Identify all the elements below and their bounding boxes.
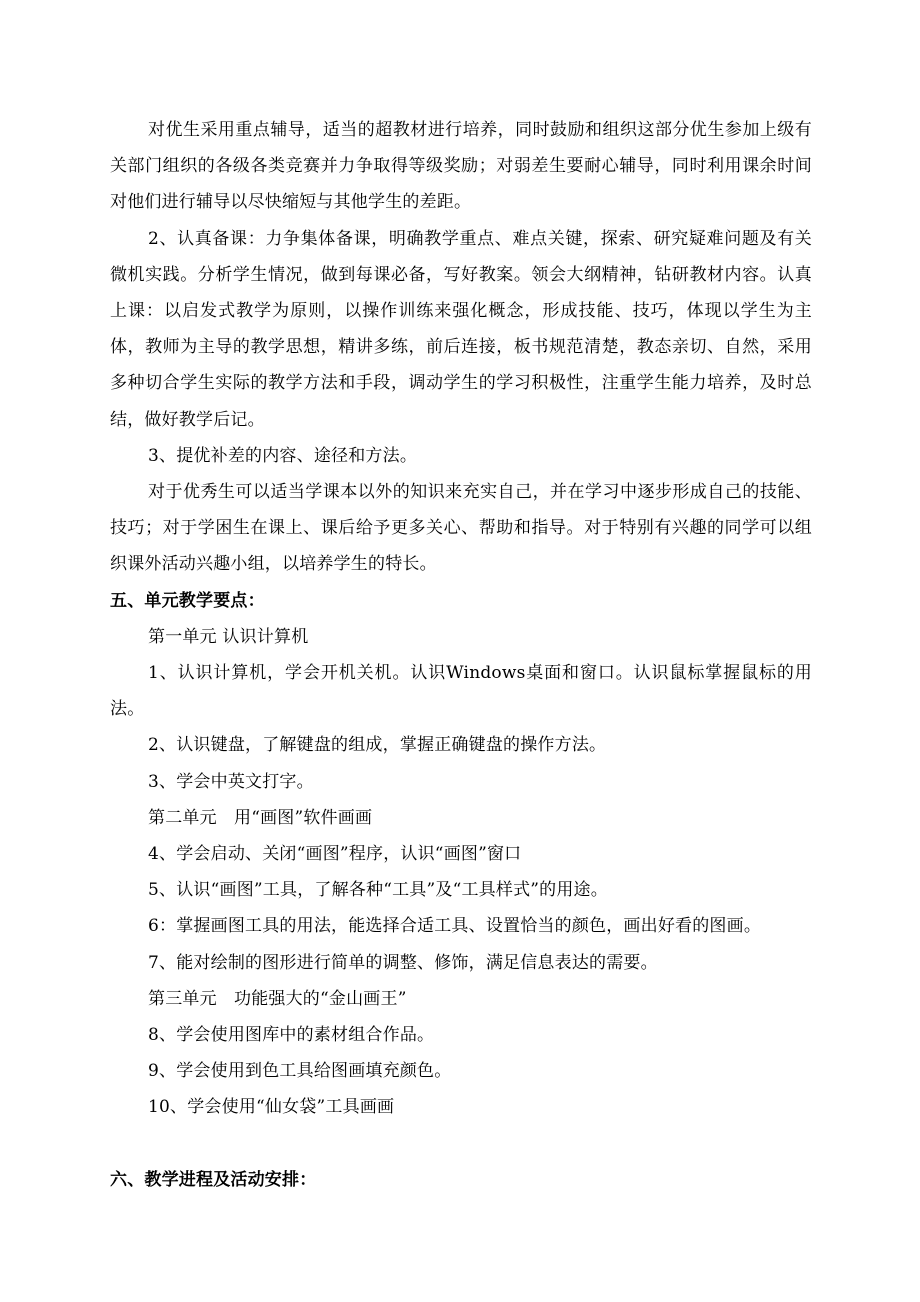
unit-item-9: 9、学会使用到色工具给图画填充颜色。 [148, 1061, 452, 1082]
unit2-title: 第二单元 用“画图”软件画画 [148, 807, 373, 828]
paragraph-top-students: 对优生采用重点辅导，适当的超教材进行培养，同时鼓励和组织这部分优生参加上级有关部门组织的各级各类竞赛并力争取得等级奖励；对弱差生要耐心辅导，同时利用课余时间对他们进行辅导以尽快缩短与其他学生的差距。 [110, 120, 812, 213]
unit-item-10: 10、学会使用“仙女袋”工具画画 [148, 1097, 395, 1118]
document-page [110, 112, 812, 1198]
unit-item-8: 8、学会使用图库中的素材组合作品。 [148, 1025, 435, 1046]
section6-heading: 六、教学进程及活动安排： [110, 1169, 317, 1190]
unit-item-6: 6：掌握画图工具的用法，能选择合适工具、设置恰当的颜色，画出好看的图画。 [148, 916, 762, 937]
paragraph-tutoring-title: 3、提优补差的内容、途径和方法。 [148, 445, 418, 466]
unit-item-4: 4、学会启动、关闭“画图”程序，认识“画图”窗口 [148, 844, 522, 865]
paragraph-lesson-prep: 2、认真备课：力争集体备课，明确教学重点、难点关键，探索、研究疑难问题及有关微机实践。分析学生情况，做到每课必备，写好教案。领会大纲精神，钻研教材内容。认真上课：以启发式教学为原则，以操作训练来强化概念，形成技能、技巧，体现以学生为主体，教师为主导的教学思想，精讲多练，前后连接，板书规范清楚，教态亲切、自然，采用多种切合学生实际的教学方法和手段，调动学生的学习积极性，注重学生能力培养，及时总结，做好教学后记。 [110, 228, 812, 430]
unit1-title: 第一单元 认识计算机 [148, 626, 309, 647]
spacer [110, 1126, 812, 1162]
unit-item-3: 3、学会中英文打字。 [148, 771, 314, 792]
unit-item-5: 5、认识“画图”工具，了解各种“工具”及“工具样式”的用途。 [148, 880, 608, 901]
unit-item-7: 7、能对绘制的图形进行简单的调整、修饰，满足信息表达的需要。 [148, 952, 658, 973]
unit-item-1: 1、认识计算机，学会开机关机。认识Windows桌面和窗口。认识鼠标掌握鼠标的用法。 [110, 663, 812, 720]
paragraph-tutoring-detail: 对于优秀生可以适当学课本以外的知识来充实自己，并在学习中逐步形成自己的技能、技巧；对于学困生在课上、课后给予更多关心、帮助和指导。对于特别有兴趣的同学可以组织课外活动兴趣小组，以培养学生的特长。 [110, 482, 812, 575]
unit3-title: 第三单元 功能强大的“金山画王” [148, 988, 407, 1009]
section5-heading: 五、单元教学要点： [110, 590, 265, 611]
unit-item-2: 2、认识键盘，了解键盘的组成，掌握正确键盘的操作方法。 [148, 735, 607, 756]
